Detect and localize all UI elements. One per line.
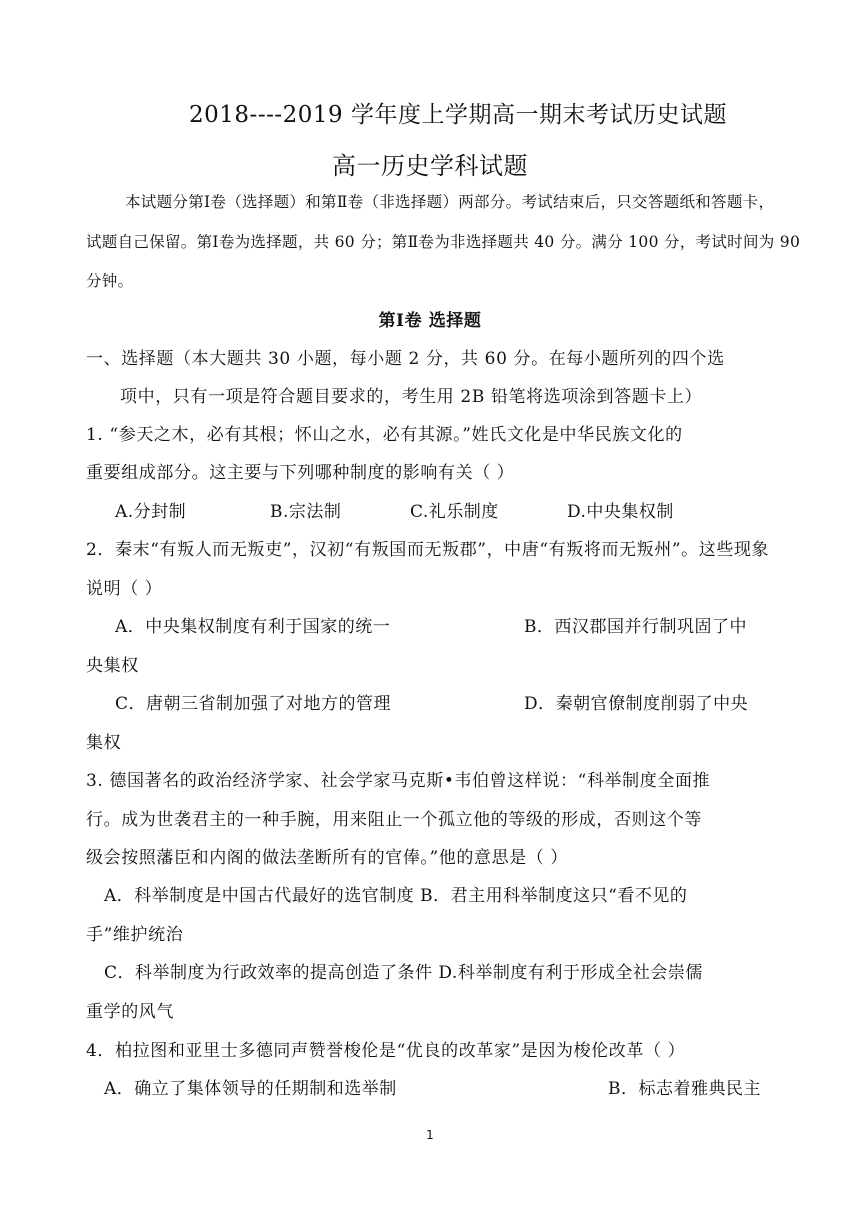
q2-stem-line-2: 说明（ ） <box>86 579 163 599</box>
q2-option-b-continued: 央集权 <box>86 656 139 676</box>
q2-option-b: B．西汉郡国并行制巩固了中 <box>524 617 747 637</box>
q2-option-a: A．中央集权制度有利于国家的统一 <box>115 617 391 637</box>
intro-line-2: 试题自己保留。第Ⅰ卷为选择题，共 60 分；第Ⅱ卷为非选择题共 40 分。满分 100 分，考试时间为 90 <box>86 233 801 251</box>
q3-options-a-b: A．科举制度是中国古代最好的选官制度 B．君主用科举制度这只“看不见的 <box>104 886 688 906</box>
q4-stem: 4．柏拉图和亚里士多德同声赞誉梭伦是“优良的改革家”是因为梭伦改革（ ） <box>86 1041 686 1061</box>
q1-option-b: B.宗法制 <box>270 502 342 522</box>
q1-stem-line-1: 1. “参天之木，必有其根；怀山之水，必有其源。”姓氏文化是中华民族文化的 <box>86 425 683 445</box>
q1-option-c: C.礼乐制度 <box>410 502 499 522</box>
q1-stem-line-2: 重要组成部分。这主要与下列哪种制度的影响有关（ ） <box>86 463 515 483</box>
q2-option-c: C．唐朝三省制加强了对地方的管理 <box>115 694 392 714</box>
intro-line-3: 分钟。 <box>86 272 134 290</box>
q3-option-b-continued: 手”维护统治 <box>86 925 184 945</box>
instructions-line-2: 项中，只有一项是符合题目要求的，考生用 2B 铅笔将选项涂到答题卡上） <box>120 387 703 407</box>
q2-option-d: D．秦朝官僚制度削弱了中央 <box>524 694 749 714</box>
instructions-line-1: 一、选择题（本大题共 30 小题，每小题 2 分，共 60 分。在每小题所列的四个选 <box>86 349 725 369</box>
intro-line-1: 本试题分第Ⅰ卷（选择题）和第Ⅱ卷（非选择题）两部分。考试结束后，只交答题纸和答题卡， <box>125 193 775 211</box>
q2-option-d-continued: 集权 <box>86 733 122 753</box>
q2-stem-line-1: 2．秦末“有叛人而无叛吏”，汉初“有叛国而无叛郡”，中唐“有叛将而无叛州”。这些现象 <box>86 540 770 560</box>
q3-stem-line-1: 3. 德国著名的政治经济学家、社会学家马克斯•韦伯曾这样说：“科举制度全面推 <box>86 771 711 791</box>
q3-option-d-continued: 重学的风气 <box>86 1002 174 1022</box>
q3-options-c-d: C．科举制度为行政效率的提高创造了条件 D.科举制度有利于形成全社会崇儒 <box>104 963 703 983</box>
page-number: 1 <box>426 1128 434 1142</box>
q3-stem-line-3: 级会按照藩臣和内阁的做法垄断所有的官俸。”他的意思是（ ） <box>86 848 568 868</box>
q1-option-d: D.中央集权制 <box>567 502 674 522</box>
exam-title: 2018----2019 学年度上学期高一期末考试历史试题 <box>189 102 727 128</box>
exam-subtitle: 高一历史学科试题 <box>332 152 528 180</box>
q3-stem-line-2: 行。成为世袭君主的一种手腕，用来阻止一个孤立他的等级的形成，否则这个等 <box>86 810 702 830</box>
q1-option-a: A.分封制 <box>115 502 187 522</box>
q4-option-b: B．标志着雅典民主 <box>608 1079 761 1099</box>
section-title: 第Ⅰ卷 选择题 <box>378 311 482 331</box>
q4-option-a: A．确立了集体领导的任期制和选举制 <box>104 1079 397 1099</box>
